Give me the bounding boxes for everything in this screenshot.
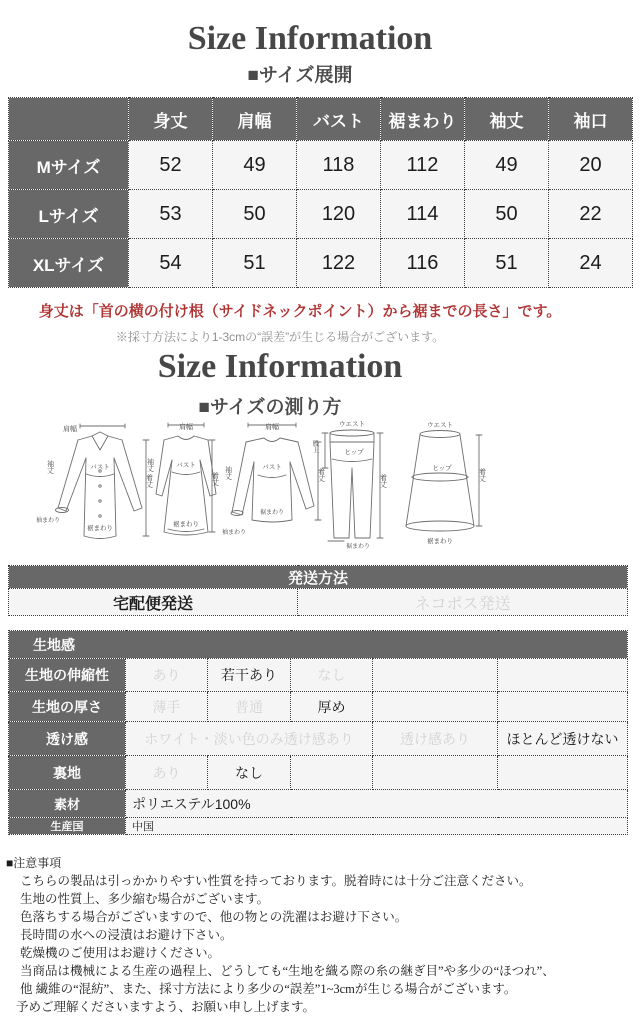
fabric-thickness-row	[9, 692, 628, 722]
empty-cell	[291, 756, 373, 790]
fabric-sheer-row	[9, 722, 628, 756]
caution-line: こちらの製品は引っかかりやすい性質を持っております。脱着時には十分ご注意ください。	[20, 874, 532, 888]
shoulder-label: 肩幅	[265, 424, 279, 431]
material-label: 素材	[9, 790, 126, 818]
length-label: 着丈	[317, 468, 325, 482]
size-value: 118	[297, 141, 381, 190]
waist-label: ウエスト	[339, 421, 365, 428]
coat-diagram	[36, 424, 153, 539]
fabric-material-row	[9, 790, 628, 818]
thickness-option: 薄手	[126, 692, 208, 722]
stretch-option: あり	[126, 659, 208, 692]
length-label: 着丈	[478, 468, 486, 482]
empty-cell	[373, 756, 498, 790]
fabric-lining-row	[9, 756, 628, 790]
caution-line: 色落ちする場合がございますので、他の物との洗濯はお避け下さい。	[20, 910, 408, 924]
column-header-bust: バスト	[297, 98, 381, 141]
cuff-round-label: 袖まわり	[36, 518, 61, 524]
country-value: 中国	[126, 818, 628, 835]
fabric-country-row	[9, 818, 628, 835]
caution-line: 長時間の水への浸漬はお避け下さい。	[20, 928, 233, 942]
shipping-option-courier: 宅配便発送	[9, 589, 298, 616]
caution-line: 当商品は機械による生産の過程上、どうしても“生地を織る際の糸の継ぎ目”や多少の“ほつれ”、	[20, 964, 555, 978]
bust-label: バスト	[262, 464, 282, 471]
fabric-stretch-row	[9, 659, 628, 692]
thickness-option: 普通	[208, 692, 291, 722]
shipping-options-row	[9, 589, 628, 616]
empty-cell	[498, 692, 628, 722]
column-header-hem: 裾まわり	[381, 98, 465, 141]
size-table	[8, 97, 633, 288]
material-value: ポリエステル100%	[126, 790, 628, 818]
column-header-body-length: 身丈	[129, 98, 213, 141]
fabric-header-row	[9, 631, 628, 659]
stretch-label: 生地の伸縮性	[9, 659, 126, 692]
size-value: 22	[549, 190, 633, 239]
hip-label: ヒップ	[432, 465, 452, 472]
fabric-header: 生地感	[9, 631, 628, 659]
pants-diagram	[312, 420, 388, 550]
corner-cell	[9, 98, 129, 141]
column-header-shoulder: 肩幅	[213, 98, 297, 141]
rise-label: 股上	[311, 440, 319, 453]
cuff-round-label: 袖まわり	[222, 530, 247, 536]
body-length-note: 身丈は「首の横の付け根（サイドネックポイント）から裾までの長さ」です。	[38, 304, 562, 320]
sheer-option-selected: ほとんど透けない	[498, 722, 628, 756]
empty-cell	[498, 756, 628, 790]
size-value: 24	[549, 239, 633, 288]
thickness-label: 生地の厚さ	[9, 692, 126, 722]
size-value: 53	[129, 190, 213, 239]
shipping-option-nekopos: ネコポス発送	[298, 589, 628, 616]
shoulder-label: 肩幅	[63, 426, 77, 433]
caution-line: 予めご理解くださいますよう、お願い申し上げます。	[16, 1000, 316, 1014]
size-value: 114	[381, 190, 465, 239]
lining-label: 裏地	[9, 756, 126, 790]
hem-round-label: 裾まわり	[259, 510, 285, 516]
how-to-measure-subtitle: ■サイズの測り方	[198, 397, 342, 418]
size-row-l	[9, 190, 633, 239]
size-value: 54	[129, 239, 213, 288]
caution-line: 乾燥機のご使用はお避けください。	[20, 946, 221, 960]
measurement-diagrams	[0, 416, 640, 554]
size-value: 51	[213, 239, 297, 288]
size-value: 49	[465, 141, 549, 190]
size-variation-subtitle: ■サイズ展開	[247, 65, 353, 86]
cautions-section	[6, 854, 636, 1016]
size-table-header-row	[9, 98, 633, 141]
caution-line: 他 繊維の“混紡”、また、採寸方法により多少の“誤差”1~3cmが生じる場合がございます。	[20, 982, 517, 996]
column-header-sleeve: 袖丈	[465, 98, 549, 141]
size-value: 116	[381, 239, 465, 288]
empty-cell	[373, 692, 498, 722]
size-value: 50	[465, 190, 549, 239]
size-value: 49	[213, 141, 297, 190]
sleeve-length-label: 袖丈	[224, 466, 232, 480]
top-diagram	[222, 422, 325, 536]
size-value: 120	[297, 190, 381, 239]
size-value: 122	[297, 239, 381, 288]
size-info-title: Size Information	[187, 20, 433, 57]
lining-option: あり	[126, 756, 208, 790]
fabric-table	[8, 630, 628, 835]
thickness-option-selected: 厚め	[291, 692, 373, 722]
sheer-label: 透け感	[9, 722, 126, 756]
size-row-m	[9, 141, 633, 190]
size-info-title-2: Size Information	[157, 348, 403, 385]
measurement-tolerance-note: ※採寸方法により1-3cmの“誤差”が生じる場合がございます。	[115, 330, 445, 344]
sheer-option: ホワイト・淡い色のみ透け感あり	[126, 722, 373, 756]
size-value: 50	[213, 190, 297, 239]
bust-label: バスト	[90, 464, 110, 471]
row-label-l: Lサイズ	[9, 190, 129, 239]
size-value: 52	[129, 141, 213, 190]
hem-round-label: 裾まわり	[427, 538, 453, 545]
size-value: 51	[465, 239, 549, 288]
country-label: 生産国	[9, 818, 126, 835]
skirt-diagram	[406, 421, 486, 545]
size-value: 112	[381, 141, 465, 190]
hip-label: ヒップ	[344, 449, 364, 456]
size-row-xl	[9, 239, 633, 288]
shipping-header: 発送方法	[9, 566, 628, 589]
dress-diagram	[147, 422, 220, 535]
column-header-cuff: 袖口	[549, 98, 633, 141]
row-label-xl: XLサイズ	[9, 239, 129, 288]
cautions-header: ■注意事項	[6, 856, 62, 870]
empty-cell	[373, 659, 498, 692]
stretch-option-selected: 若干あり	[208, 659, 291, 692]
shoulder-label: 肩幅	[179, 424, 193, 431]
waist-label: ウエスト	[427, 422, 453, 429]
hem-round-label: 裾まわり	[346, 544, 371, 550]
length-label: 着丈	[145, 474, 153, 488]
row-label-m: Mサイズ	[9, 141, 129, 190]
sheer-option: 透け感あり	[373, 722, 498, 756]
shipping-table	[8, 565, 628, 616]
caution-line: 生地の性質上、多少縮む場合がございます。	[20, 892, 270, 906]
empty-cell	[498, 659, 628, 692]
stretch-option: なし	[291, 659, 373, 692]
lining-option-selected: なし	[208, 756, 291, 790]
length-label: 着丈	[211, 472, 219, 486]
hem-round-label: 裾まわり	[173, 521, 199, 528]
bust-label: バスト	[176, 462, 196, 469]
sleeve-length-label: 袖丈	[146, 458, 154, 472]
size-value: 20	[549, 141, 633, 190]
sleeve-length-label: 袖丈	[46, 460, 54, 474]
hem-round-label: 裾まわり	[87, 525, 113, 532]
shipping-header-row	[9, 566, 628, 589]
length-label: 着丈	[379, 474, 387, 488]
